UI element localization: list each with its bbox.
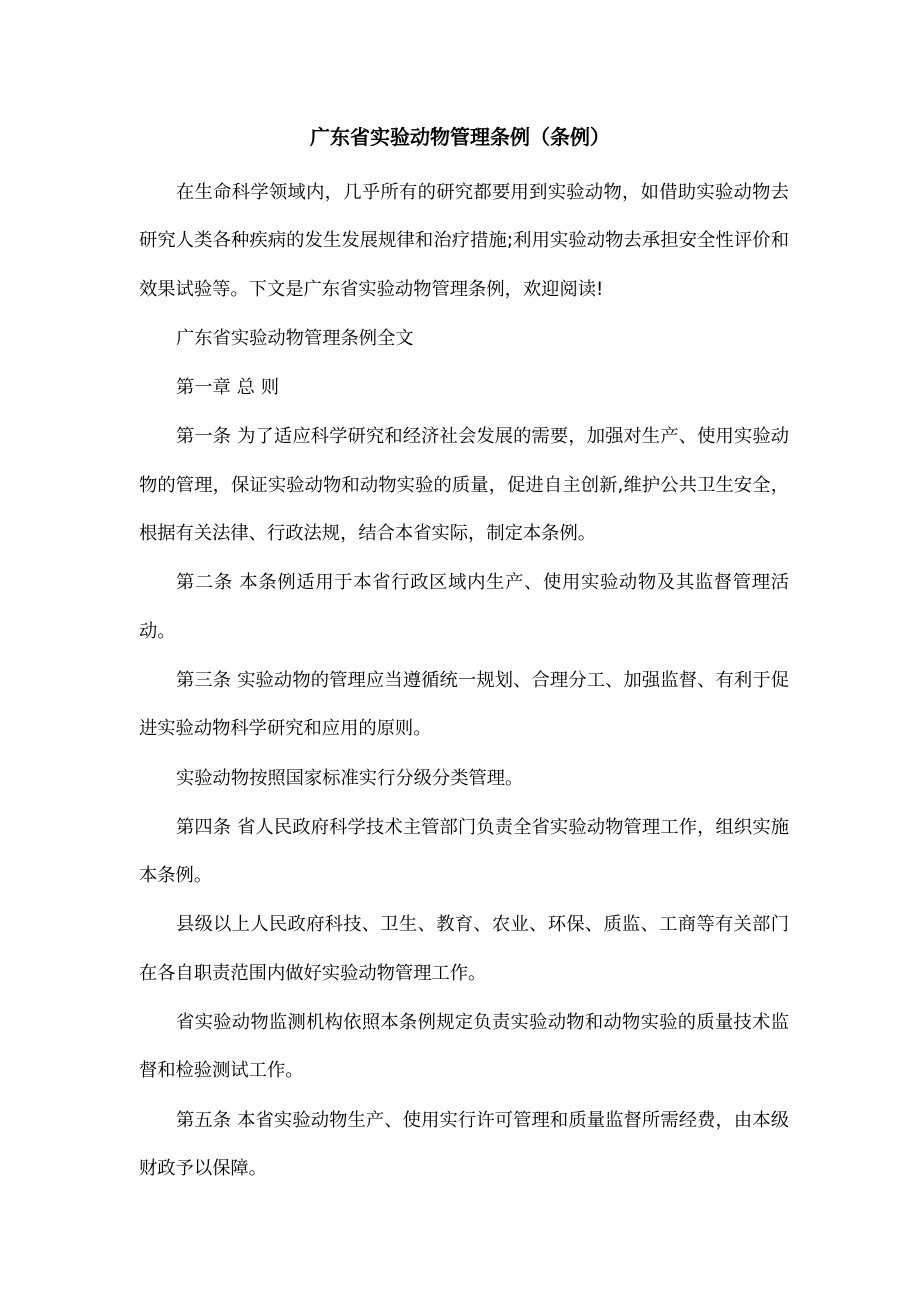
article-4-clause-2: 县级以上人民政府科技、卫生、教育、农业、环保、质监、工商等有关部门在各自职责范围内做好实验动物管理工作。 — [139, 914, 789, 984]
article-1: 第一条 为了适应科学研究和经济社会发展的需要，加强对生产、使用实验动物的管理，保证实验动物和动物实验的质量，促进自主创新,维护公共卫生安全，根据有关法律、行政法规，结合本省实际，制定本条例。 — [139, 426, 789, 545]
article-4-clause-3: 省实验动物监测机构依照本条例规定负责实验动物和动物实验的质量技术监督和检验测试工作。 — [139, 1012, 789, 1082]
article-3: 第三条 实验动物的管理应当遵循统一规划、合理分工、加强监督、有利于促进实验动物科学研究和应用的原则。 — [139, 669, 789, 740]
article-3-clause: 实验动物按照国家标准实行分级分类管理。 — [176, 767, 524, 789]
document-title: 广东省实验动物管理条例（条例） — [310, 125, 610, 149]
paragraph-fulltext-heading: 广东省实验动物管理条例全文 — [176, 327, 414, 349]
document-body — [139, 169, 789, 1194]
article-4: 第四条 省人民政府科学技术主管部门负责全省实验动物管理工作，组织实施本条例。 — [139, 816, 789, 887]
article-2: 第二条 本条例适用于本省行政区域内生产、使用实验动物及其监督管理活动。 — [139, 572, 789, 642]
article-5: 第五条 本省实验动物生产、使用实行许可管理和质量监督所需经费，由本级财政予以保障。 — [139, 1109, 789, 1179]
paragraph-intro: 在生命科学领域内，几乎所有的研究都要用到实验动物，如借助实验动物去研究人类各种疾病的发生发展规律和治疗措施;利用实验动物去承担安全性评价和效果试验等。下文是广东省实验动物管理条例，欢迎阅读! — [139, 182, 789, 300]
chapter-heading: 第一章 总 则 — [176, 377, 280, 399]
